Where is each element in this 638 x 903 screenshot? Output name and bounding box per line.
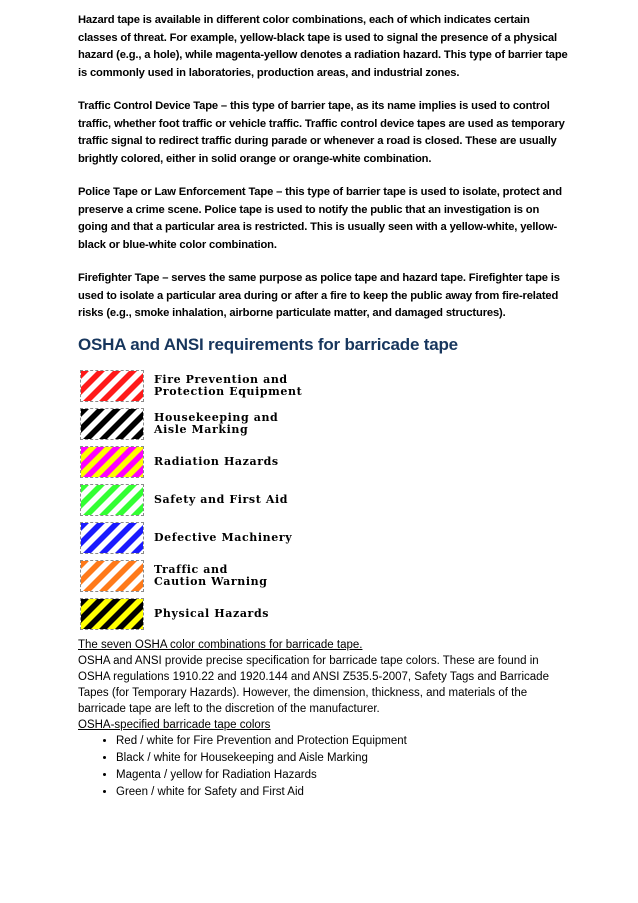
legend-label-traffic: Traffic and Caution Warning bbox=[154, 563, 268, 588]
paragraph-traffic-tape: Traffic Control Device Tape – this type of barrier tape, as its name implies is used to control traffic, whether foot traffic or vehicle traffic. Traffic control device tapes are used as temporary traffic signal to redirect traffic during parade or whenever a road is closed. These are usually brightly colored, either in solid orange or orange-white combination. bbox=[78, 100, 565, 165]
list-item: • Magenta / yellow for Radiation Hazards bbox=[116, 767, 568, 784]
color-legend bbox=[80, 369, 568, 632]
legend-label-physical: Physical Hazards bbox=[154, 607, 270, 620]
list-item: • Red / white for Fire Prevention and Protection Equipment bbox=[116, 733, 568, 750]
paragraph-hazard-tape: Hazard tape is available in different color combinations, each of which indicates certain classes of threat. For example, yellow-black tape is used to signal the presence of a physical hazard (e.g., a hole), while magenta-yellow denotes a radiation hazard. This type of barrier tape is commonly used in laboratories, production areas, and industrial zones. bbox=[78, 14, 568, 79]
physical-tape-swatch bbox=[80, 598, 144, 630]
legend-row-fire bbox=[80, 369, 568, 404]
fire-tape-swatch bbox=[80, 370, 144, 402]
defective-tape-swatch bbox=[80, 522, 144, 554]
legend-label-radiation: Radiation Hazards bbox=[154, 455, 279, 468]
legend-row-radiation bbox=[80, 445, 568, 480]
document-page bbox=[78, 12, 568, 801]
list-item: • Black / white for Housekeeping and Aisle Marking bbox=[116, 750, 568, 767]
radiation-tape-swatch bbox=[80, 446, 144, 478]
legend-label-housekeeping: Housekeeping and Aisle Marking bbox=[154, 411, 279, 436]
safety-tape-swatch bbox=[80, 484, 144, 516]
legend-label-safety: Safety and First Aid bbox=[154, 493, 289, 506]
housekeeping-tape-swatch bbox=[80, 408, 144, 440]
color-list bbox=[78, 733, 568, 801]
legend-row-housekeeping bbox=[80, 407, 568, 442]
legend-row-defective bbox=[80, 521, 568, 556]
traffic-tape-swatch bbox=[80, 560, 144, 592]
section-heading: OSHA and ANSI requirements for barricade tape bbox=[78, 334, 458, 354]
paragraph-police-tape: Police Tape or Law Enforcement Tape – this type of barrier tape is used to isolate, protect and preserve a crime scene. Police tape is used to notify the public that an investigation is on going and that a particular area is restricted. This is usually seen with a yellow-white, yellow-black or blue-white color combination. bbox=[78, 186, 562, 251]
figure-caption: The seven OSHA color combinations for barricade tape. bbox=[78, 638, 363, 651]
list-item: • Green / white for Safety and First Aid bbox=[116, 784, 568, 801]
legend-row-safety bbox=[80, 483, 568, 518]
legend-row-traffic bbox=[80, 559, 568, 594]
list-title: OSHA-specified barricade tape colors bbox=[78, 718, 271, 731]
legend-label-defective: Defective Machinery bbox=[154, 531, 293, 544]
legend-label-fire: Fire Prevention and Protection Equipment bbox=[154, 373, 303, 398]
body-text: OSHA and ANSI provide precise specification for barricade tape colors. These are found in OSHA regulations 1910.22 and 1920.144 and ANSI Z535.5-2007, Safety Tags and Barricade Tapes (for Temporary Hazards). However, the dimension, thickness, and materials of the barricade tape are left to the discretion of the manufacturer. bbox=[78, 654, 549, 715]
legend-row-physical bbox=[80, 597, 568, 632]
paragraph-firefighter-tape: Firefighter Tape – serves the same purpose as police tape and hazard tape. Firefighter tape is used to isolate a particular area during or after a fire to keep the public away from fire-related risks (e.g., smoke inhalation, airborne particulate matter, and damaged structures). bbox=[78, 272, 560, 319]
